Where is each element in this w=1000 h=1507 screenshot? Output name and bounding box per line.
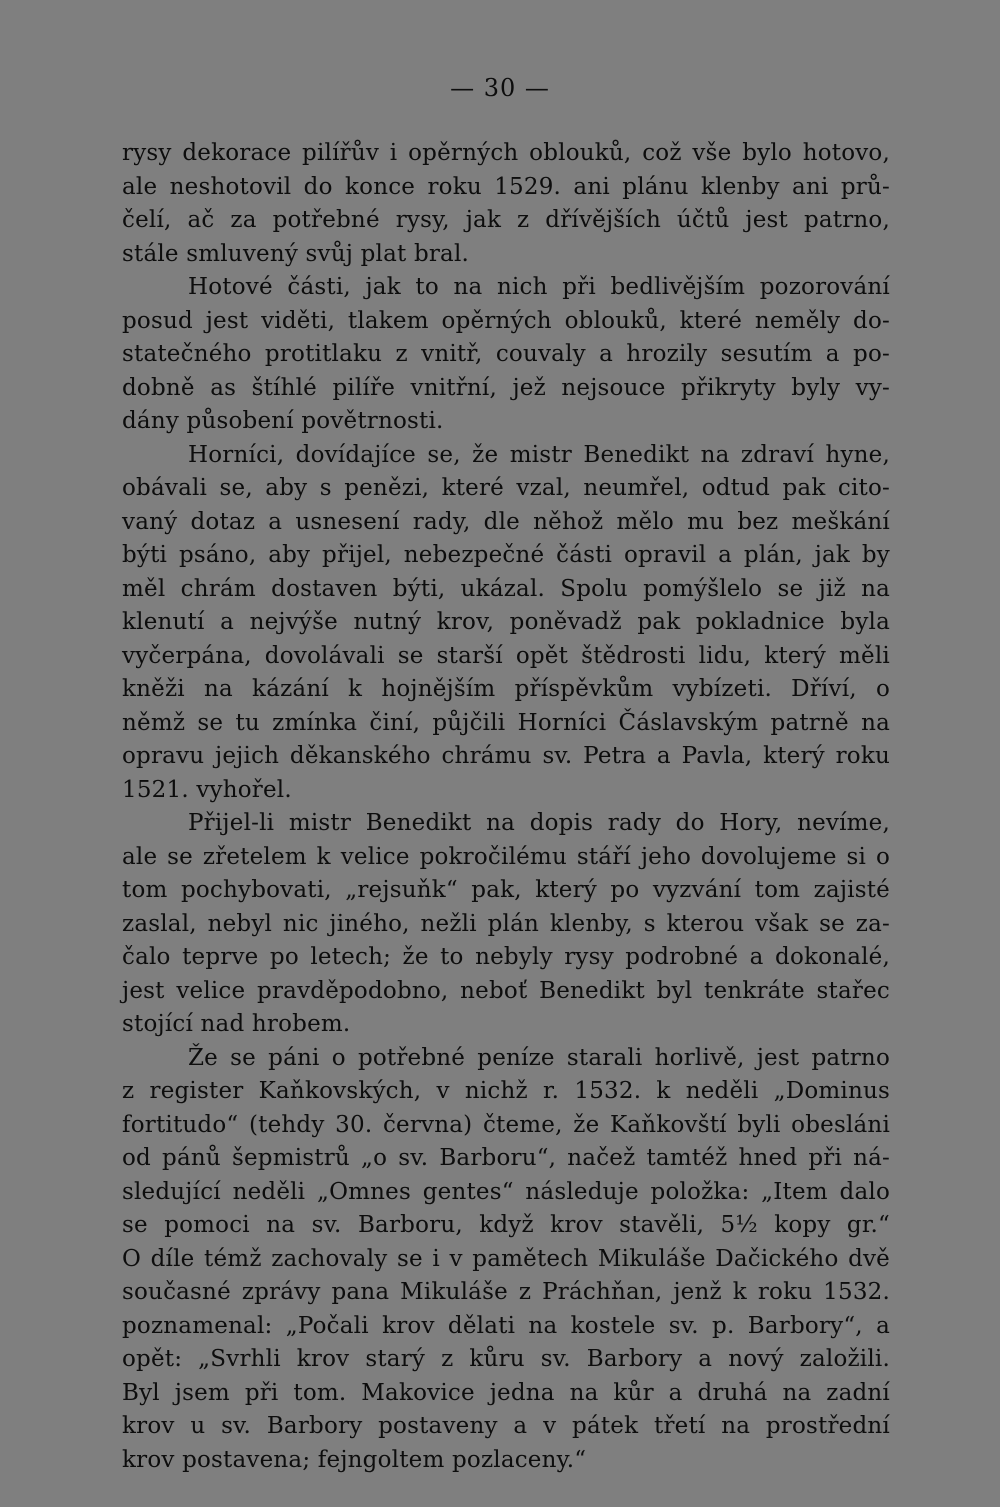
text-line: Že se páni o potřebné peníze starali horlivě, jest patrno: [188, 1044, 890, 1071]
text-line: opravu jejich děkanského chrámu sv. Petra a Pavla, který roku: [122, 743, 890, 769]
text-line: současné zprávy pana Mikuláše z Práchňan, jenž k roku 1532.: [122, 1279, 890, 1305]
text-line: dobně as štíhlé pilíře vnitřní, jež nejsouce přikryty byly vy-: [122, 374, 890, 401]
text-line: čelí, ač za potřebné rysy, jak z dřívějších účtů jest patrno,: [122, 207, 890, 233]
text-line: čalo teprve po letech; že to nebyly rysy podrobné a dokonalé,: [122, 944, 890, 970]
text-line: stále smluvený svůj plat bral.: [122, 240, 470, 267]
text-line: Horníci, dovídajíce se, že mistr Benedikt na zdraví hyne,: [188, 441, 890, 468]
text-line: ale se zřetelem k velice pokročilému stáří jeho dovolujeme si o: [122, 843, 890, 870]
text-line: od pánů šepmistrů „o sv. Barboru“, načež tamtéž hned při ná-: [122, 1145, 890, 1171]
text-line: zaslal, nebyl nic jiného, nežli plán klenby, s kterou však se za-: [122, 910, 890, 937]
text-line: tom pochybovati, „rejsuňk“ pak, který po vyzvání tom zajisté: [122, 877, 890, 903]
text-line: dány působení povětrnosti.: [122, 408, 444, 434]
text-line: rysy dekorace pilířův i opěrných oblouků, což vše bylo hotovo,: [122, 140, 890, 166]
text-line: poznamenal: „Počali krov dělati na kostele sv. p. Barbory“, a: [122, 1312, 890, 1339]
text-line: stojící nad hrobem.: [122, 1011, 351, 1037]
text-line: 1521. vyhořel.: [122, 776, 292, 803]
text-line: obávali se, aby s penězi, které vzal, neumřel, odtud pak cito-: [122, 475, 890, 501]
text-line: Byl jsem při tom. Makovice jedna na kůr a druhá na zadní: [122, 1379, 890, 1406]
text-line: krov postavena; fejngoltem pozlaceny.“: [122, 1446, 587, 1473]
text-line: O díle témž zachovaly se i v pamětech Mikuláše Dačického dvě: [122, 1245, 890, 1272]
text-line: se pomoci na sv. Barboru, když krov stavěli, 5½ kopy gr.“: [122, 1212, 890, 1238]
text-line: vaný dotaz a usnesení rady, dle něhož mělo mu bez meškání: [122, 508, 890, 535]
text-line: Hotové části, jak to na nich při bedlivějším pozorování: [188, 274, 890, 300]
text-line: fortitudo“ (tehdy 30. června) čteme, že Kaňkovští byli obesláni: [122, 1111, 890, 1138]
text-line: ale neshotovil do konce roku 1529. ani plánu klenby ani prů-: [122, 173, 890, 200]
text-line: jest velice pravděpodobno, neboť Benedikt byl tenkráte stařec: [122, 977, 890, 1004]
body-text: [122, 137, 890, 1477]
text-line: kněži na kázání k hojnějším příspěvkům vybízeti. Dříví, o: [122, 676, 890, 702]
page-number: — 30 —: [450, 74, 550, 102]
text-line: sledující neděli „Omnes gentes“ následuje položka: „Item dalo: [122, 1178, 890, 1205]
text-line: vyčerpána, dovolávali se starší opět štědrosti lidu, který měli: [122, 642, 890, 669]
text-line: němž se tu zmínka činí, půjčili Horníci Čáslavským patrně na: [122, 709, 890, 736]
text-line: z register Kaňkovských, v nichž r. 1532. k neděli „Dominus: [122, 1078, 890, 1104]
text-line: statečného protitlaku z vnitř, couvaly a hrozily sesutím a po-: [122, 341, 890, 367]
text-line: opět: „Svrhli krov starý z kůru sv. Barbory a nový založili.: [122, 1346, 890, 1372]
text-line: býti psáno, aby přijel, nebezpečné části opravil a plán, jak by: [122, 542, 890, 568]
text-line: krov u sv. Barbory postaveny a v pátek třetí na prostřední: [122, 1413, 890, 1439]
text-line: Přijel-li mistr Benedikt na dopis rady do Hory, nevíme,: [188, 810, 890, 836]
text-line: posud jest viděti, tlakem opěrných oblouků, které neměly do-: [122, 307, 890, 334]
text-line: měl chrám dostaven býti, ukázal. Spolu pomýšlelo se již na: [122, 575, 890, 602]
text-line: klenutí a nejvýše nutný krov, poněvadž pak pokladnice byla: [122, 609, 890, 635]
